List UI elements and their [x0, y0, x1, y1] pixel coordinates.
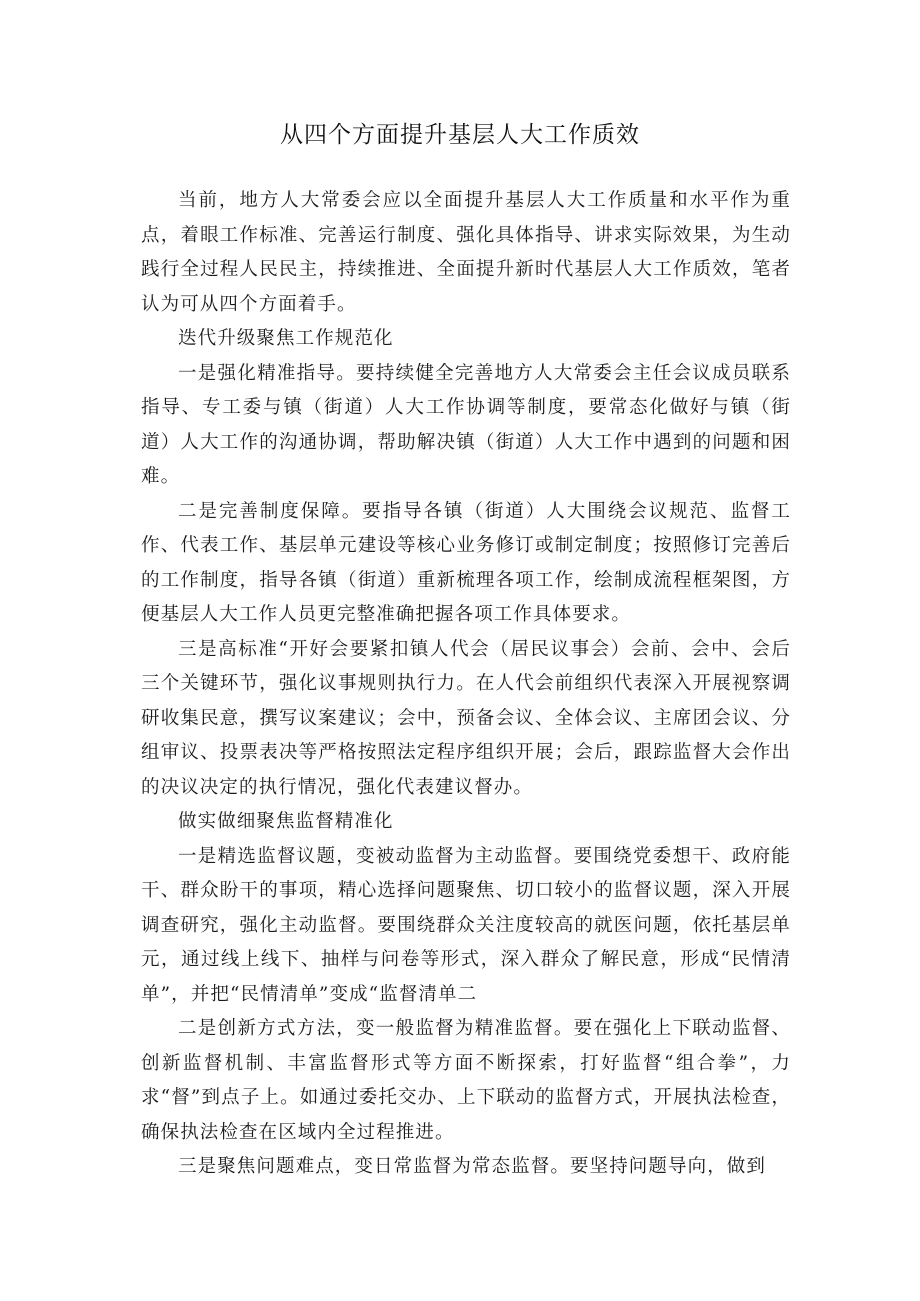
paragraph: 二是创新方式方法，变一般监督为精准监督。要在强化上下联动监督、创新监督机制、丰富监督形式等方面不断探索，打好监督“组合拳”，力求“督”到点子上。如通过委托交办、上下联动的监督方式，开展执法检查，确保执法检查在区域内全过程推进。	[141, 1018, 791, 1143]
paragraph: 一是精选监督议题，变被动监督为主动监督。要围绕党委想干、政府能干、群众盼干的事项，精心选择问题聚焦、切口较小的监督议题，深入开展调查研究，强化主动监督。要围绕群众关注度较高的就医问题，依托基层单元，通过线上线下、抽样与问卷等形式，深入群众了解民意，形成“民情清单”，并把“民情清单”变成“监督清单二	[141, 845, 791, 1005]
section-heading-supervision: 做实做细聚焦监督精准化	[178, 811, 394, 832]
paragraph: 三是高标准“开好会要紧扣镇人代会（居民议事会）会前、会中、会后三个关键环节，强化议事规则执行力。在人代会前组织代表深入开展视察调研收集民意，撰写议案建议；会中，预备会议、全体会议、主席团会议、分组审议、投票表决等严格按照法定程序组织开展；会后，跟踪监督大会作出的决议决定的执行情况，强化代表建议督办。	[141, 638, 791, 798]
document-body	[141, 184, 791, 1185]
paragraph: 一是强化精准指导。要持续健全完善地方人大常委会主任会议成员联系指导、专工委与镇（街道）人大工作协调等制度，要常态化做好与镇（街道）人大工作的沟通协调，帮助解决镇（街道）人大工作中遇到的问题和困难。	[141, 362, 791, 487]
intro-paragraph: 当前，地方人大常委会应以全面提升基层人大工作质量和水平作为重点，着眼工作标准、完善运行制度、强化具体指导、讲求实际效果，为生动践行全过程人民民主，持续推进、全面提升新时代基层人大工作质效，笔者认为可从四个方面着手。	[141, 190, 791, 315]
document-title: 从四个方面提升基层人大工作质效	[280, 122, 640, 148]
section-heading-standardization: 迭代升级聚焦工作规范化	[178, 328, 394, 349]
paragraph: 二是完善制度保障。要指导各镇（街道）人大围绕会议规范、监督工作、代表工作、基层单元建设等核心业务修订或制定制度；按照修订完善后的工作制度，指导各镇（街道）重新梳理各项工作，绘制成流程框架图，方便基层人大工作人员更完整准确把握各项工作具体要求。	[141, 500, 791, 625]
paragraph: 三是聚焦问题难点，变日常监督为常态监督。要坚持问题导向，做到	[178, 1156, 767, 1177]
